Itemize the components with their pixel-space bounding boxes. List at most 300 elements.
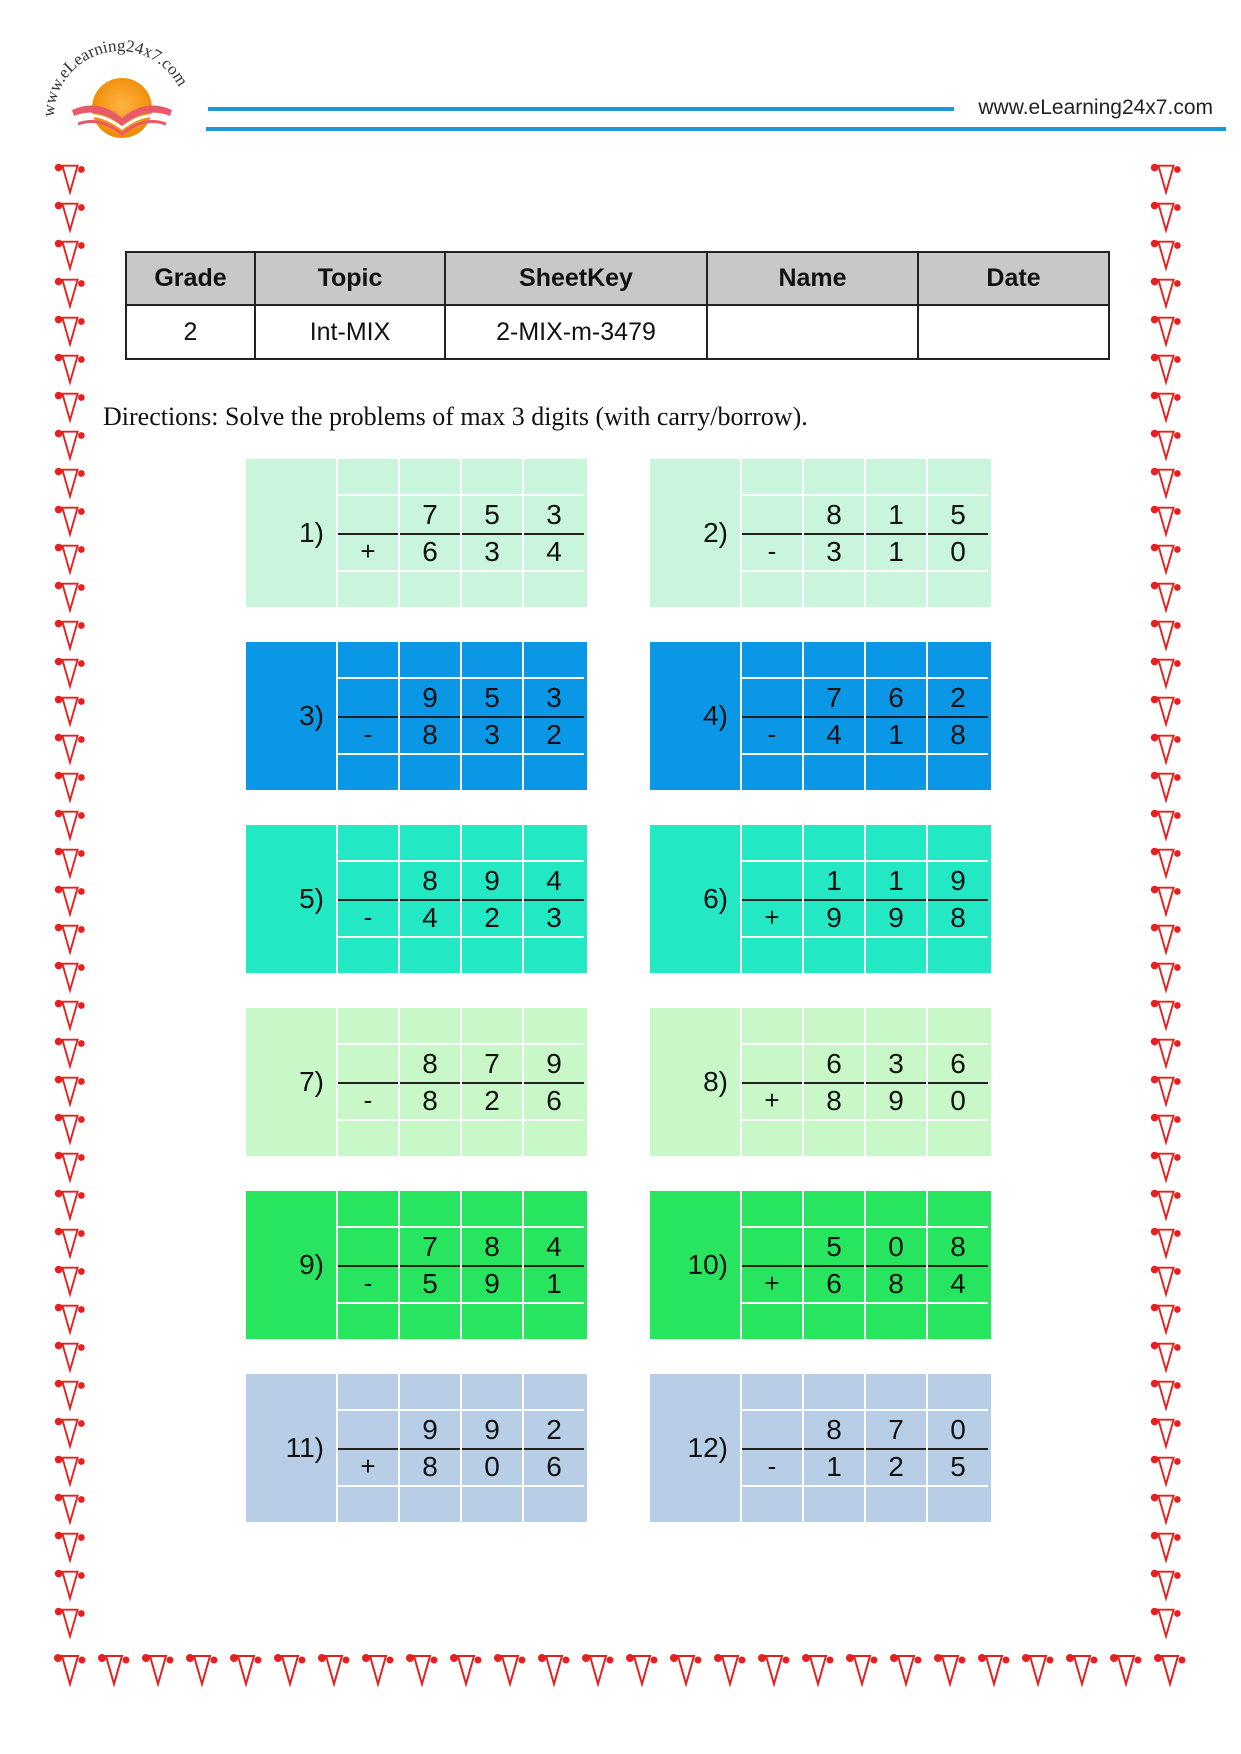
name-field[interactable] [707, 305, 918, 359]
problem-4 [650, 642, 991, 790]
border-heart-icon [1144, 844, 1188, 882]
border-heart-icon [1144, 160, 1188, 198]
answer-cell[interactable] [398, 753, 460, 790]
border-heart-icon [708, 1650, 752, 1690]
border-heart-icon [48, 882, 92, 920]
top-digit: 8 [802, 496, 864, 533]
border-heart-icon [356, 1650, 400, 1690]
answer-cell[interactable] [740, 1485, 802, 1522]
bottom-digit: 4 [926, 1265, 988, 1302]
problem-number: 9) [299, 1249, 324, 1280]
bottom-digit: 9 [864, 899, 926, 936]
border-heart-icon [48, 1072, 92, 1110]
border-heart-icon [48, 1110, 92, 1148]
answer-cell[interactable] [460, 753, 522, 790]
border-heart-icon [1144, 1148, 1188, 1186]
answer-cell[interactable] [522, 936, 584, 973]
border-heart-icon [1144, 996, 1188, 1034]
blank-cell [460, 1008, 522, 1045]
blank-cell [926, 825, 988, 862]
border-heart-icon [48, 236, 92, 274]
border-heart-icon [796, 1650, 840, 1690]
border-heart-icon [1144, 1338, 1188, 1376]
date-field[interactable] [918, 305, 1109, 359]
bottom-digit: 6 [802, 1265, 864, 1302]
operator-sign: - [336, 1265, 398, 1302]
border-right [1144, 160, 1188, 1642]
bottom-digit: 1 [864, 533, 926, 570]
top-digit: 7 [802, 679, 864, 716]
problem-1 [246, 459, 587, 607]
blank-cell [740, 862, 802, 899]
bottom-digit: 2 [460, 899, 522, 936]
problem-number: 10) [687, 1249, 728, 1280]
operator-sign: - [740, 1448, 802, 1485]
answer-cell[interactable] [864, 1119, 926, 1156]
border-heart-icon [620, 1650, 664, 1690]
answer-cell[interactable] [336, 753, 398, 790]
blank-cell [740, 1045, 802, 1082]
border-heart-icon [1144, 464, 1188, 502]
border-heart-icon [48, 844, 92, 882]
answer-cell[interactable] [336, 1119, 398, 1156]
blank-cell [460, 1374, 522, 1411]
sheetkey-header: SheetKey [445, 252, 707, 305]
answer-cell[interactable] [864, 1302, 926, 1339]
border-heart-icon [48, 1650, 92, 1690]
site-url: www.eLearning24x7.com [978, 96, 1213, 119]
answer-cell[interactable] [336, 1485, 398, 1522]
problem-5 [246, 825, 587, 973]
border-heart-icon [48, 920, 92, 958]
border-heart-icon [224, 1650, 268, 1690]
blank-cell [460, 459, 522, 496]
answer-cell[interactable] [740, 1119, 802, 1156]
border-heart-icon [1144, 920, 1188, 958]
blank-cell [522, 459, 584, 496]
info-header-row [126, 252, 1109, 305]
border-heart-icon [48, 578, 92, 616]
blank-cell [336, 1374, 398, 1411]
problem-number: 6) [703, 883, 728, 914]
grade-header: Grade [126, 252, 255, 305]
problem-number: 5) [299, 883, 324, 914]
operator-sign: + [740, 899, 802, 936]
problem-number: 2) [703, 517, 728, 548]
border-heart-icon [1144, 1452, 1188, 1490]
bottom-digit: 8 [398, 1082, 460, 1119]
border-heart-icon [48, 274, 92, 312]
answer-cell[interactable] [460, 936, 522, 973]
answer-cell[interactable] [926, 936, 988, 973]
bottom-digit: 2 [864, 1448, 926, 1485]
blank-cell [802, 1374, 864, 1411]
border-heart-icon [1144, 540, 1188, 578]
directions-text: Directions: Solve the problems of max 3 digits (with carry/borrow). [103, 402, 808, 431]
top-digit: 6 [926, 1045, 988, 1082]
border-heart-icon [48, 996, 92, 1034]
answer-cell[interactable] [398, 1119, 460, 1156]
bottom-digit: 8 [926, 899, 988, 936]
border-heart-icon [48, 1300, 92, 1338]
blank-cell [336, 1228, 398, 1265]
bottom-digit: 6 [522, 1448, 584, 1485]
bottom-digit: 3 [802, 533, 864, 570]
top-digit: 5 [802, 1228, 864, 1265]
answer-cell[interactable] [740, 936, 802, 973]
answer-cell[interactable] [398, 1485, 460, 1522]
border-heart-icon [1144, 654, 1188, 692]
top-digit: 9 [522, 1045, 584, 1082]
border-heart-icon [1148, 1650, 1192, 1690]
border-heart-icon [1144, 1262, 1188, 1300]
problem-9 [246, 1191, 587, 1339]
border-heart-icon [1144, 1224, 1188, 1262]
blank-cell [864, 825, 926, 862]
problem-number: 11) [285, 1432, 324, 1463]
answer-cell[interactable] [864, 753, 926, 790]
date-header: Date [918, 252, 1109, 305]
answer-cell[interactable] [460, 570, 522, 607]
border-heart-icon [268, 1650, 312, 1690]
border-heart-icon [1060, 1650, 1104, 1690]
blank-cell [336, 1411, 398, 1448]
blank-cell [740, 1374, 802, 1411]
blank-cell [740, 825, 802, 862]
border-heart-icon [92, 1650, 136, 1690]
top-digit: 2 [926, 679, 988, 716]
blank-cell [522, 642, 584, 679]
topic-value: Int-MIX [255, 305, 445, 359]
border-heart-icon [1144, 502, 1188, 540]
answer-cell[interactable] [926, 1302, 988, 1339]
border-heart-icon [48, 730, 92, 768]
answer-cell[interactable] [740, 753, 802, 790]
border-heart-icon [884, 1650, 928, 1690]
border-heart-icon [48, 502, 92, 540]
border-heart-icon [48, 350, 92, 388]
border-heart-icon [48, 1148, 92, 1186]
name-header: Name [707, 252, 918, 305]
blank-cell [336, 1008, 398, 1045]
blank-cell [460, 642, 522, 679]
border-heart-icon [1144, 616, 1188, 654]
blank-cell [522, 825, 584, 862]
logo-arc-text: www.eLearning24x7.com [40, 35, 193, 118]
border-heart-icon [444, 1650, 488, 1690]
bottom-digit: 8 [926, 716, 988, 753]
top-digit: 8 [926, 1228, 988, 1265]
border-left [48, 160, 92, 1642]
bottom-digit: 0 [926, 1082, 988, 1119]
top-digit: 8 [398, 1045, 460, 1082]
answer-cell[interactable] [336, 936, 398, 973]
bottom-digit: 2 [522, 716, 584, 753]
border-heart-icon [1144, 1034, 1188, 1072]
blank-cell [336, 496, 398, 533]
operator-sign: - [740, 533, 802, 570]
answer-cell[interactable] [864, 936, 926, 973]
answer-cell[interactable] [398, 936, 460, 973]
header-rule-bottom [206, 127, 1226, 131]
border-heart-icon [1144, 692, 1188, 730]
border-heart-icon [1144, 882, 1188, 920]
answer-cell[interactable] [460, 1485, 522, 1522]
answer-cell[interactable] [740, 570, 802, 607]
answer-cell[interactable] [336, 570, 398, 607]
blank-cell [926, 1191, 988, 1228]
blank-cell [398, 1008, 460, 1045]
problem-6 [650, 825, 991, 973]
border-heart-icon [48, 1338, 92, 1376]
top-digit: 0 [864, 1228, 926, 1265]
problem-3 [246, 642, 587, 790]
answer-cell[interactable] [802, 1302, 864, 1339]
bottom-digit: 9 [802, 899, 864, 936]
blank-cell [802, 825, 864, 862]
border-heart-icon [48, 1224, 92, 1262]
border-heart-icon [1144, 1376, 1188, 1414]
answer-cell[interactable] [460, 1119, 522, 1156]
top-digit: 9 [398, 1411, 460, 1448]
blank-cell [864, 642, 926, 679]
top-digit: 1 [864, 496, 926, 533]
worksheet-info-table [125, 251, 1110, 360]
bottom-digit: 8 [864, 1265, 926, 1302]
border-heart-icon [48, 1566, 92, 1604]
site-logo [40, 22, 210, 152]
answer-cell[interactable] [864, 1485, 926, 1522]
blank-cell [398, 825, 460, 862]
border-heart-icon [1144, 1300, 1188, 1338]
top-digit: 9 [460, 1411, 522, 1448]
bottom-digit: 6 [522, 1082, 584, 1119]
border-heart-icon [48, 464, 92, 502]
blank-cell [802, 642, 864, 679]
operator-sign: - [336, 716, 398, 753]
answer-cell[interactable] [740, 1302, 802, 1339]
answer-cell[interactable] [926, 1119, 988, 1156]
border-heart-icon [928, 1650, 972, 1690]
problem-12 [650, 1374, 991, 1522]
border-heart-icon [1144, 1528, 1188, 1566]
answer-cell[interactable] [802, 570, 864, 607]
border-heart-icon [1144, 236, 1188, 274]
border-heart-icon [1016, 1650, 1060, 1690]
blank-cell [336, 862, 398, 899]
border-bottom [48, 1650, 1188, 1690]
border-heart-icon [1144, 958, 1188, 996]
blank-cell [336, 825, 398, 862]
top-digit: 4 [522, 1228, 584, 1265]
answer-cell[interactable] [522, 1485, 584, 1522]
problem-number: 1) [299, 517, 324, 548]
bottom-digit: 3 [522, 899, 584, 936]
bottom-digit: 0 [926, 533, 988, 570]
operator-sign: + [336, 1448, 398, 1485]
blank-cell [460, 1191, 522, 1228]
problem-number: 12) [687, 1432, 728, 1463]
answer-cell[interactable] [522, 753, 584, 790]
border-heart-icon [1104, 1650, 1148, 1690]
answer-cell[interactable] [926, 1485, 988, 1522]
blank-cell [398, 1374, 460, 1411]
border-heart-icon [48, 1262, 92, 1300]
blank-cell [864, 1374, 926, 1411]
blank-cell [522, 1191, 584, 1228]
problem-8 [650, 1008, 991, 1156]
blank-cell [398, 459, 460, 496]
blank-cell [460, 825, 522, 862]
answer-cell[interactable] [522, 1119, 584, 1156]
answer-cell[interactable] [460, 1302, 522, 1339]
answer-cell[interactable] [926, 753, 988, 790]
bottom-digit: 2 [460, 1082, 522, 1119]
bottom-digit: 1 [522, 1265, 584, 1302]
border-heart-icon [48, 654, 92, 692]
info-value-row [126, 305, 1109, 359]
border-heart-icon [576, 1650, 620, 1690]
blank-cell [740, 1228, 802, 1265]
operator-sign: + [740, 1265, 802, 1302]
operator-sign: + [740, 1082, 802, 1119]
top-digit: 3 [522, 679, 584, 716]
answer-cell[interactable] [336, 1302, 398, 1339]
border-heart-icon [664, 1650, 708, 1690]
border-heart-icon [1144, 1566, 1188, 1604]
answer-cell[interactable] [398, 1302, 460, 1339]
top-digit: 8 [460, 1228, 522, 1265]
border-heart-icon [488, 1650, 532, 1690]
bottom-digit: 4 [398, 899, 460, 936]
top-digit: 6 [864, 679, 926, 716]
bottom-digit: 8 [398, 1448, 460, 1485]
bottom-digit: 0 [460, 1448, 522, 1485]
blank-cell [740, 496, 802, 533]
border-heart-icon [48, 540, 92, 578]
border-heart-icon [48, 1604, 92, 1642]
blank-cell [740, 1008, 802, 1045]
answer-cell[interactable] [864, 570, 926, 607]
answer-cell[interactable] [802, 936, 864, 973]
operator-sign: - [336, 899, 398, 936]
blank-cell [336, 1045, 398, 1082]
border-heart-icon [136, 1650, 180, 1690]
bottom-digit: 3 [460, 716, 522, 753]
border-heart-icon [48, 1186, 92, 1224]
blank-cell [740, 679, 802, 716]
blank-cell [740, 642, 802, 679]
blank-cell [802, 1008, 864, 1045]
top-digit: 1 [802, 862, 864, 899]
border-heart-icon [48, 426, 92, 464]
border-heart-icon [48, 806, 92, 844]
topic-header: Topic [255, 252, 445, 305]
border-heart-icon [48, 1490, 92, 1528]
problem-11 [246, 1374, 587, 1522]
border-heart-icon [48, 1414, 92, 1452]
border-heart-icon [48, 1528, 92, 1566]
border-heart-icon [1144, 578, 1188, 616]
border-heart-icon [312, 1650, 356, 1690]
blank-cell [336, 679, 398, 716]
answer-cell[interactable] [522, 570, 584, 607]
blank-cell [926, 459, 988, 496]
border-heart-icon [840, 1650, 884, 1690]
bottom-digit: 5 [398, 1265, 460, 1302]
answer-cell[interactable] [802, 1485, 864, 1522]
top-digit: 3 [522, 496, 584, 533]
border-heart-icon [752, 1650, 796, 1690]
border-heart-icon [1144, 1604, 1188, 1642]
blank-cell [926, 1374, 988, 1411]
top-digit: 5 [926, 496, 988, 533]
top-digit: 0 [926, 1411, 988, 1448]
blank-cell [740, 1191, 802, 1228]
bottom-digit: 4 [802, 716, 864, 753]
top-digit: 8 [398, 862, 460, 899]
bottom-digit: 6 [398, 533, 460, 570]
border-heart-icon [1144, 1490, 1188, 1528]
border-heart-icon [972, 1650, 1016, 1690]
border-heart-icon [1144, 730, 1188, 768]
border-heart-icon [48, 1452, 92, 1490]
answer-cell[interactable] [926, 570, 988, 607]
bottom-digit: 1 [864, 716, 926, 753]
border-heart-icon [48, 198, 92, 236]
border-heart-icon [180, 1650, 224, 1690]
blank-cell [864, 459, 926, 496]
bottom-digit: 4 [522, 533, 584, 570]
border-heart-icon [48, 1376, 92, 1414]
answer-cell[interactable] [802, 753, 864, 790]
top-digit: 7 [398, 496, 460, 533]
border-heart-icon [1144, 426, 1188, 464]
border-heart-icon [400, 1650, 444, 1690]
problem-number: 7) [299, 1066, 324, 1097]
blank-cell [398, 1191, 460, 1228]
blank-cell [802, 1191, 864, 1228]
blank-cell [522, 1008, 584, 1045]
blank-cell [522, 1374, 584, 1411]
bottom-digit: 9 [460, 1265, 522, 1302]
problem-10 [650, 1191, 991, 1339]
border-heart-icon [1144, 350, 1188, 388]
blank-cell [336, 459, 398, 496]
border-heart-icon [48, 312, 92, 350]
top-digit: 5 [460, 496, 522, 533]
blank-cell [336, 642, 398, 679]
top-digit: 8 [802, 1411, 864, 1448]
border-heart-icon [1144, 198, 1188, 236]
answer-cell[interactable] [522, 1302, 584, 1339]
bottom-digit: 8 [802, 1082, 864, 1119]
bottom-digit: 1 [802, 1448, 864, 1485]
problem-number: 3) [299, 700, 324, 731]
border-heart-icon [1144, 388, 1188, 426]
border-heart-icon [48, 692, 92, 730]
grade-value: 2 [126, 305, 255, 359]
top-digit: 5 [460, 679, 522, 716]
top-digit: 9 [398, 679, 460, 716]
bottom-digit: 5 [926, 1448, 988, 1485]
answer-cell[interactable] [398, 570, 460, 607]
border-heart-icon [48, 1034, 92, 1072]
border-heart-icon [1144, 274, 1188, 312]
operator-sign: - [336, 1082, 398, 1119]
sheetkey-value: 2-MIX-m-3479 [445, 305, 707, 359]
answer-cell[interactable] [802, 1119, 864, 1156]
